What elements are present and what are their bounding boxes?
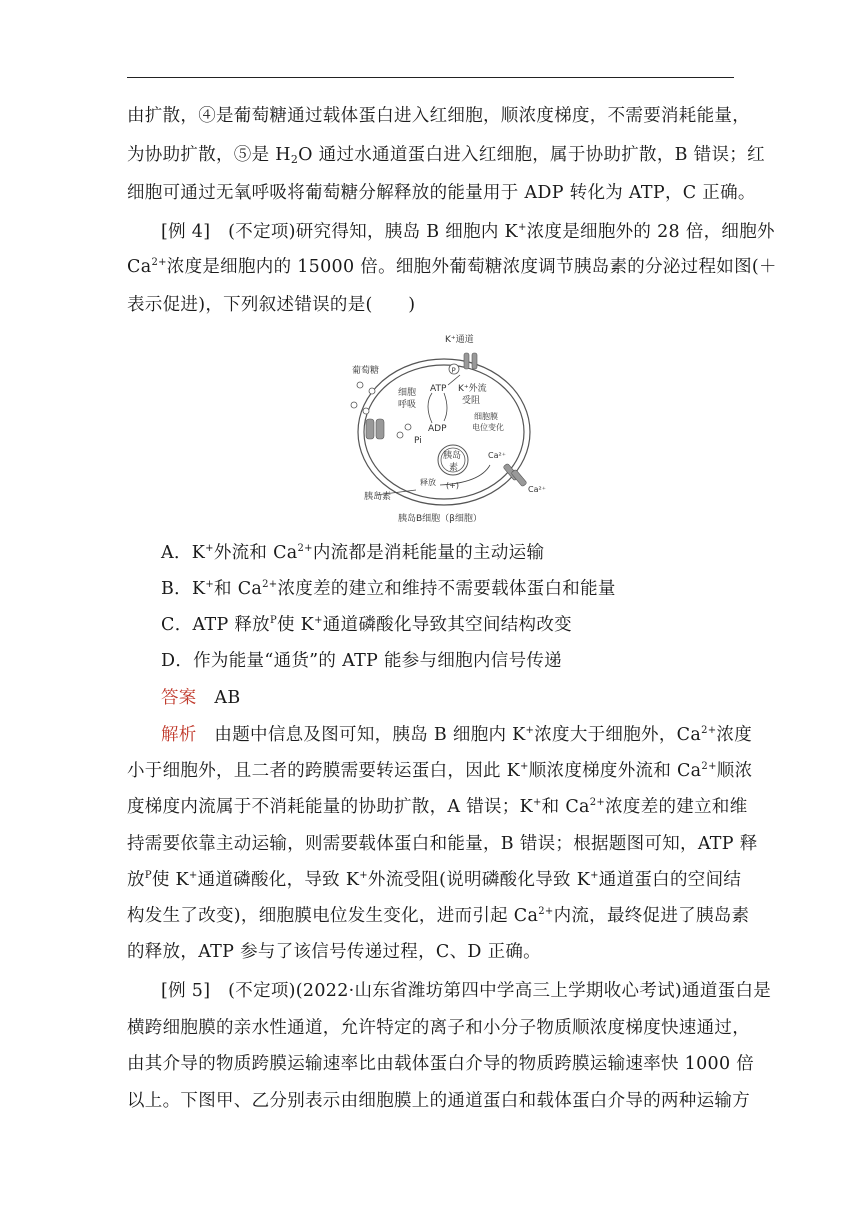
example4-question: 表示促进)，下列叙述错误的是( )	[127, 295, 416, 315]
example4-question: [例 4] (不定项)研究得知，胰岛 B 细胞内 K+浓度是细胞外的 28 倍，细胞外	[161, 222, 775, 242]
example5-question: 以上。下图甲、乙分别表示由细胞膜上的通道蛋白和载体蛋白介导的两种运输方	[127, 1091, 750, 1111]
svg-text:受阻: 受阻	[462, 396, 481, 406]
svg-text:素: 素	[449, 463, 459, 473]
beta-cell-diagram	[340, 325, 550, 530]
analysis: 构发生了改变)，细胞膜电位发生变化，进而引起 $Ca^{2+}$内流，最终促进了胰岛素	[127, 906, 750, 926]
figure-caption: 胰岛B细胞（β细胞）	[398, 514, 482, 524]
insulin-label: 胰岛素	[364, 492, 392, 502]
k-channel-icon	[464, 353, 469, 369]
analysis: 小于细胞外，且二者的跨膜需要转运蛋白，因此 K+顺浓度梯度外流和 $Ca^{2+}$顺浓	[127, 761, 753, 781]
glucose-molecule	[357, 382, 363, 388]
example4-question: $Ca^{2+}$浓度是细胞内的 15000 倍。细胞外葡萄糖浓度调节胰岛素的分泌过程如图(＋	[127, 257, 777, 277]
example5-question: [例 5] (不定项)(2022·山东省潍坊第四中学高三上学期收心考试)通道蛋白是	[161, 981, 772, 1001]
svg-text:细胞膜: 细胞膜	[474, 412, 498, 421]
atp-label: ATP	[430, 384, 447, 394]
svg-text:P: P	[451, 366, 456, 375]
svg-text:Ca²⁺: Ca²⁺	[528, 485, 546, 494]
analysis: 度梯度内流属于不消耗能量的协助扩散，A 错误；K+和 $Ca^{2+}$浓度差的建立和维	[127, 797, 748, 817]
example5-question: 由其介导的物质跨膜运输速率比由载体蛋白介导的物质跨膜运输速率快 1000 倍	[127, 1054, 755, 1074]
svg-text:K⁺外流: K⁺外流	[458, 384, 487, 394]
svg-text:细胞: 细胞	[398, 388, 417, 398]
analysis-label: 解析	[161, 725, 197, 745]
analysis: 持需要依靠主动运输，则需要载体蛋白和能量，B 错误；根据题图可知，ATP 释	[127, 834, 758, 854]
svg-text:电位变化: 电位变化	[472, 423, 504, 432]
text-line: 细胞可通过无氧呼吸将葡萄糖分解释放的能量用于 ADP 转化为 ATP，C 正确。	[127, 183, 756, 203]
svg-text:胰岛: 胰岛	[443, 451, 462, 461]
svg-text:Pi: Pi	[414, 436, 422, 446]
example5-question: 横跨细胞膜的亲水性通道，允许特定的离子和小分子物质顺浓度梯度快速通过，	[127, 1018, 750, 1038]
svg-text:Ca²⁺: Ca²⁺	[488, 451, 506, 460]
analysis: 的释放，ATP 参与了该信号传递过程，C、D 正确。	[127, 942, 541, 962]
glucose-label: 葡萄糖	[352, 366, 380, 376]
respiration-arrow	[428, 393, 432, 423]
adp-label: ADP	[428, 424, 447, 434]
k-channel-label: K⁺通道	[445, 335, 474, 345]
option-a: A．K+外流和 $Ca^{2+}$内流都是消耗能量的主动运输	[161, 543, 545, 563]
option-c: C．ATP 释放$^P$使 K+通道磷酸化导致其空间结构改变	[161, 615, 572, 635]
option-b: B．K+和 $Ca^{2+}$浓度差的建立和维持不需要载体蛋白和能量	[161, 579, 616, 599]
header-rule	[127, 77, 734, 78]
glucose-transporter-icon	[366, 419, 374, 439]
svg-text:(+): (+)	[446, 481, 459, 490]
answer: 答案 AB	[161, 688, 241, 708]
analysis: 放$^P$使 K+通道磷酸化，导致 K+外流受阻(说明磷酸化导致 K+通道蛋白的空间结	[127, 870, 742, 890]
svg-text:释放: 释放	[420, 478, 436, 487]
answer-label: 答案	[161, 688, 197, 708]
analysis: 解析 由题中信息及图可知，胰岛 B 细胞内 K+浓度大于细胞外，$Ca^{2+}$浓度	[161, 725, 753, 745]
svg-text:呼吸: 呼吸	[398, 400, 417, 410]
text-line: 为协助扩散，⑤是 $H_2O$ 通过水通道蛋白进入红细胞，属于协助扩散，B 错误；红	[127, 145, 765, 166]
option-d: D．作为能量“通货”的 ATP 能参与细胞内信号传递	[161, 651, 562, 671]
text-line: 由扩散，④是葡萄糖通过载体蛋白进入红细胞，顺浓度梯度，不需要消耗能量，	[127, 106, 750, 126]
